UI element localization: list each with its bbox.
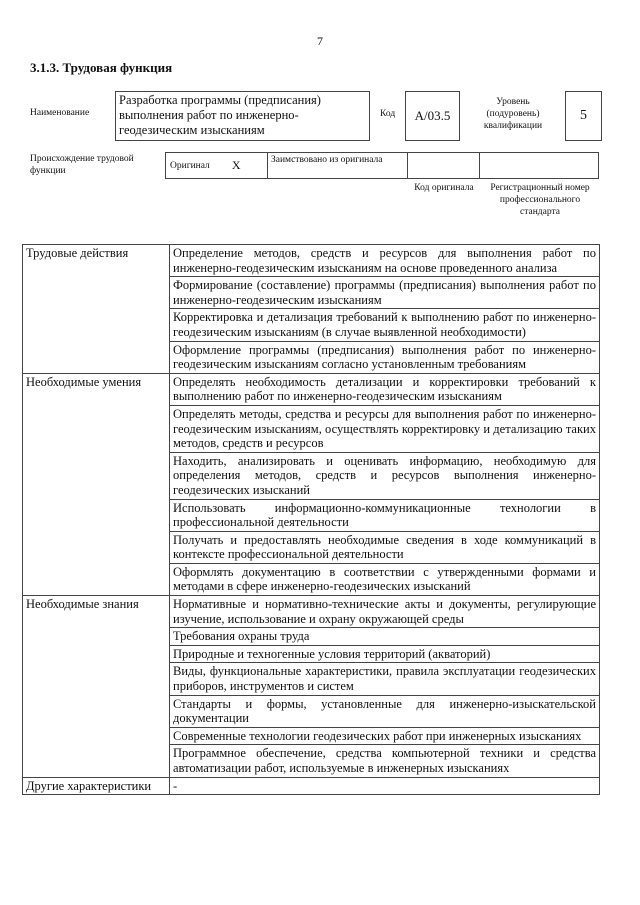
code-label: Код: [380, 109, 396, 119]
table-cell-item: Формирование (составление) программы (предписания) выполнения работ по инженерно-геодезическим изысканиям: [170, 277, 600, 309]
table-cell-item: Корректировка и детализация требований к выполнению работ по инженерно-геодезическим изысканиям (в случае выявленной необходимости): [170, 309, 600, 341]
function-name: Разработка программы (предписания) выполнения работ по инженерно-геодезическим изысканиям: [115, 91, 370, 141]
original-label: Оригинал: [170, 160, 210, 171]
table-row: [23, 373, 600, 405]
table-row: [23, 596, 600, 628]
table-cell-item: -: [170, 777, 600, 795]
table-cell-item: Природные и техногенные условия территорий (акваторий): [170, 645, 600, 663]
section-category: Необходимые умения: [23, 373, 170, 595]
function-details-table: [22, 244, 600, 795]
table-cell-item: Нормативные и нормативно-технические акты и документы, регулирующие изучение, использование и охрану окружающей среды: [170, 596, 600, 628]
section-category: Другие характеристики: [23, 777, 170, 795]
origin-code-cell: [408, 153, 480, 178]
reg-number-cell: [480, 153, 598, 178]
qualification-level: 5: [565, 91, 602, 141]
function-code: А/03.5: [405, 91, 460, 141]
table-cell-item: Определять необходимость детализации и корректировки требований к выполнению работ по инженерно-геодезическим изысканиям: [170, 373, 600, 405]
origin-code-label: Код оригинала: [414, 183, 474, 193]
table-cell-item: Виды, функциональные характеристики, правила эксплуатации геодезических приборов, инструментов и систем: [170, 663, 600, 695]
table-cell-item: Получать и предоставлять необходимые сведения в ходе коммуникаций в контексте профессиональной деятельности: [170, 531, 600, 563]
table-row: [23, 245, 600, 277]
page-number: 7: [317, 34, 323, 48]
name-label: Наименование: [30, 108, 90, 118]
table-cell-item: Стандарты и формы, установленные для инженерно-изыскательской документации: [170, 695, 600, 727]
table-cell-item: Определение методов, средств и ресурсов для выполнения работ по инженерно-геодезическим изысканиям на основе проведенного анализа: [170, 245, 600, 277]
table-cell-item: Оформление программы (предписания) выполнения работ по инженерно-геодезическим изысканиям согласно установленным требованиям: [170, 341, 600, 373]
table-cell-item: Определять методы, средства и ресурсы для выполнения работ по инженерно-геодезическим изысканиям, осуществлять корректировку и детализацию таких методов, средств и ресурсов: [170, 405, 600, 452]
table-cell-item: Современные технологии геодезических работ при инженерных изысканиях: [170, 727, 600, 745]
section-category: Трудовые действия: [23, 245, 170, 374]
original-cell: [166, 153, 268, 178]
table-cell-item: Программное обеспечение, средства компьютерной техники и средства автоматизации работ, используемые в инженерных изысканиях: [170, 745, 600, 777]
table-cell-item: Оформлять документацию в соответствии с утвержденными формами и методами в сфере инженерно-геодезических изысканий: [170, 563, 600, 595]
origin-label: Происхождение трудовой функции: [30, 154, 134, 176]
table-cell-item: Находить, анализировать и оценивать информацию, необходимую для определения методов, средств и ресурсов выполнения инженерно-геодезических изысканий: [170, 452, 600, 499]
section-category: Необходимые знания: [23, 596, 170, 778]
level-label: Уровень (подуровень) квалификации: [483, 97, 543, 131]
original-mark: X: [231, 158, 241, 172]
table-cell-item: Требования охраны труда: [170, 628, 600, 646]
table-cell-item: Использовать информационно-коммуникационные технологии в профессиональной деятельности: [170, 499, 600, 531]
table-row: [23, 777, 600, 795]
reg-number-label: Регистрационный номер профессионального стандарта: [490, 183, 590, 217]
section-title: 3.1.3. Трудовая функция: [30, 60, 173, 75]
borrowed-label: Заимствовано из оригинала: [268, 153, 408, 178]
origin-table: [165, 152, 599, 179]
